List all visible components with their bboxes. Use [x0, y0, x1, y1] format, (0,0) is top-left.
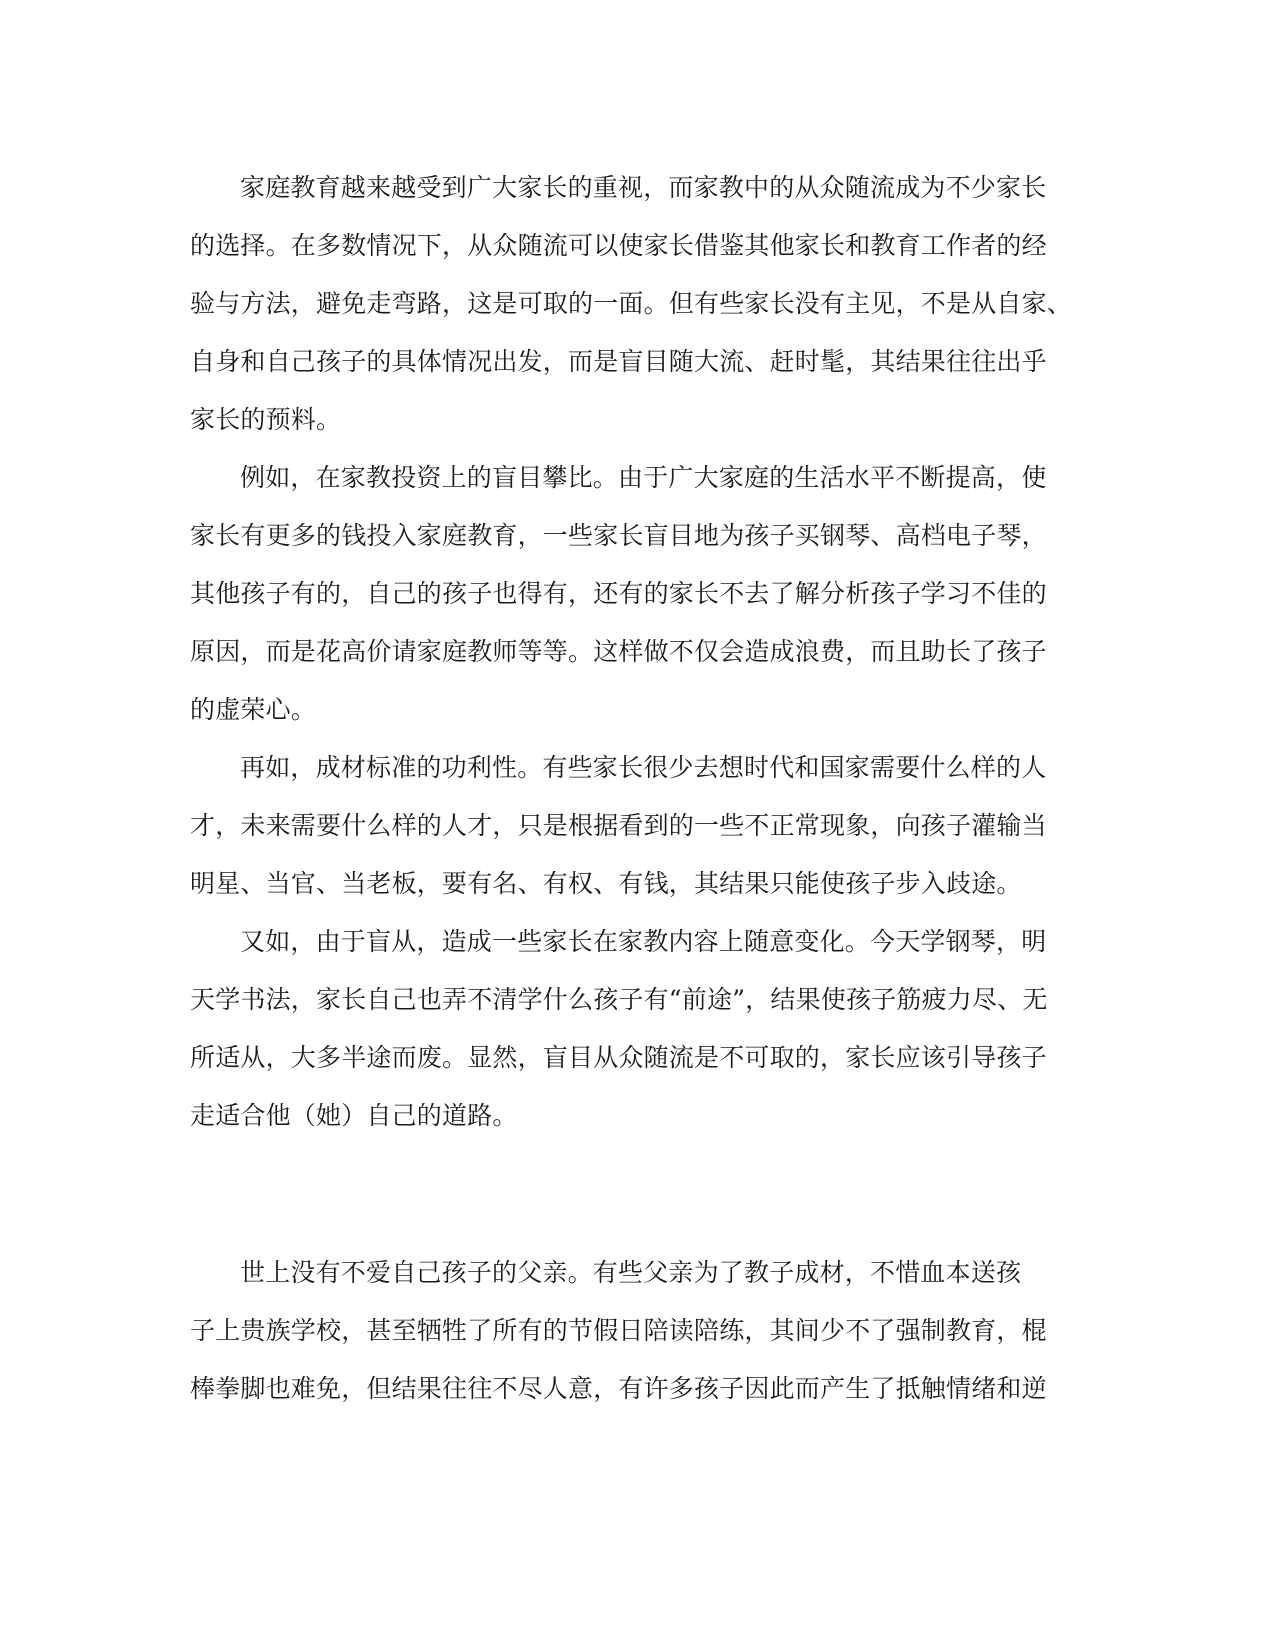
text-line: 再如，成材标准的功利性。有些家长很少去想时代和国家需要什么样的人	[240, 753, 1047, 782]
text-line: 原因，而是花高价请家庭教师等等。这样做不仅会造成浪费，而且助长了孩子	[190, 637, 1047, 666]
text-line: 所适从，大多半途而废。显然，盲目从众随流是不可取的，家长应该引导孩子	[190, 1043, 1047, 1072]
text-line: 棒拳脚也难免，但结果往往不尽人意，有许多孩子因此而产生了抵触情绪和逆	[190, 1374, 1047, 1403]
text-line: 天学书法，家长自己也弄不清学什么孩子有“前途”，结果使孩子筋疲力尽、无	[190, 985, 1048, 1014]
text-line: 的选择。在多数情况下，从众随流可以使家长借鉴其他家长和教育工作者的经	[190, 231, 1047, 260]
text-line: 子上贵族学校，甚至牺牲了所有的节假日陪读陪练，其间少不了强制教育，棍	[190, 1316, 1047, 1345]
text-line: 世上没有不爱自己孩子的父亲。有些父亲为了教子成材，不惜血本送孩	[240, 1258, 1022, 1287]
text-line: 验与方法，避免走弯路，这是可取的一面。但有些家长没有主见，不是从自家、	[190, 289, 1073, 318]
text-line: 的虚荣心。	[190, 695, 317, 724]
text-line: 例如，在家教投资上的盲目攀比。由于广大家庭的生活水平不断提高，使	[240, 463, 1047, 492]
text-line: 家庭教育越来越受到广大家长的重视，而家教中的从众随流成为不少家长	[240, 173, 1047, 202]
text-line: 明星、当官、当老板，要有名、有权、有钱，其结果只能使孩子步入歧途。	[190, 869, 1022, 898]
text-line: 家长有更多的钱投入家庭教育，一些家长盲目地为孩子买钢琴、高档电子琴，	[190, 521, 1047, 550]
text-line: 自身和自己孩子的具体情况出发，而是盲目随大流、赶时髦，其结果往往出乎	[190, 347, 1047, 376]
text-line: 走适合他（她）自己的道路。	[190, 1101, 518, 1130]
text-line: 才，未来需要什么样的人才，只是根据看到的一些不正常现象，向孩子灌输当	[190, 811, 1047, 840]
text-line: 其他孩子有的，自己的孩子也得有，还有的家长不去了解分析孩子学习不佳的	[190, 579, 1047, 608]
text-line: 又如，由于盲从，造成一些家长在家教内容上随意变化。今天学钢琴，明	[240, 927, 1047, 956]
text-line: 家长的预料。	[190, 405, 342, 434]
